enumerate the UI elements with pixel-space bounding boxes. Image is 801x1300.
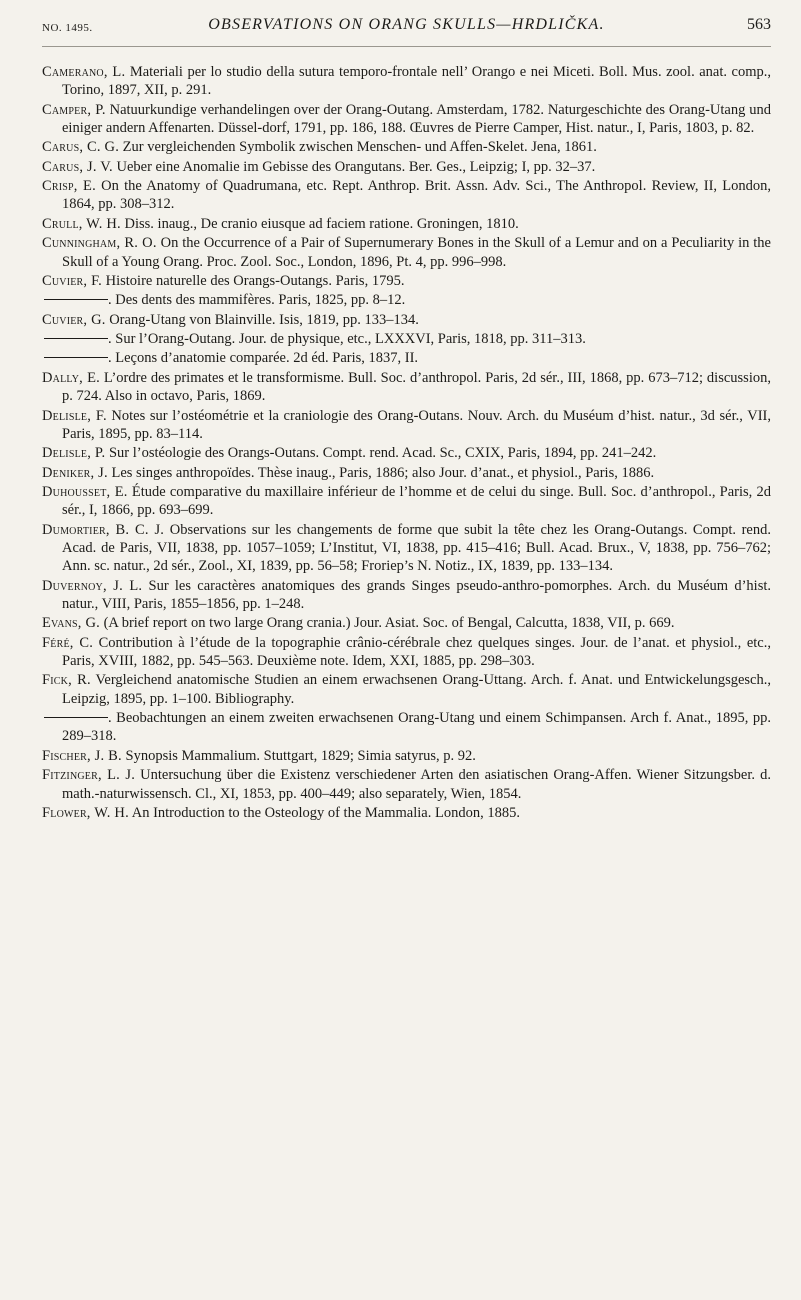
reference-author: Flower, W. H.	[42, 804, 129, 821]
reference-entry	[42, 464, 771, 482]
reference-text: Materiali per lo studio della sutura temporo-frontale nell’ Orango e nei Miceti. Boll. Mus. zool. anat. comp., Torino, 1897, XII, p. 291.	[62, 64, 771, 99]
reference-entry	[42, 63, 771, 100]
ditto-rule	[44, 357, 108, 358]
reference-author: Duvernoy, J. L.	[42, 577, 143, 594]
reference-entry	[42, 483, 771, 520]
reference-author: Cunningham, R. O.	[42, 235, 157, 252]
reference-entry	[42, 291, 771, 309]
reference-author: Carus, J. V.	[42, 158, 113, 175]
reference-author: Cuvier, G.	[42, 311, 106, 328]
reference-entry	[42, 709, 771, 746]
reference-text: On the Occurrence of a Pair of Supernumerary Bones in the Skull of a Lemur and on a Peculiarity in the Skull of a Young Orang. Proc. Zool. Soc., London, 1896, Pt. 4, pp. 996–998.	[62, 235, 771, 270]
reference-text: Les singes anthropoïdes. Thèse inaug., Paris, 1886; also Jour. d’anat., et physiol., Paris, 1886.	[107, 464, 655, 481]
reference-entry	[42, 614, 771, 632]
reference-entry	[42, 272, 771, 290]
reference-author: Fick, R.	[42, 672, 91, 689]
reference-author: Crull, W. H.	[42, 215, 121, 232]
reference-author: Dally, E.	[42, 369, 100, 386]
reference-text: Diss. inaug., De cranio eiusque ad faciem ratione. Groningen, 1810.	[120, 215, 519, 232]
ditto-rule	[44, 338, 108, 339]
reference-author: Féré, C.	[42, 634, 94, 651]
reference-entry	[42, 747, 771, 765]
reference-text: Contribution à l’étude de la topographie crânio-cérébrale chez quelques singes. Jour. de l’anat. et physiol., etc., Paris, XVIII, 1882, pp. 545–563. Deuxième note. Idem, XXI, 1885, pp. 298–303.	[62, 634, 771, 670]
reference-text: Histoire naturelle des Orangs-Outangs. Paris, 1795.	[102, 272, 405, 289]
reference-author: Carus, C. G.	[42, 139, 120, 156]
reference-author: Camper, P.	[42, 101, 106, 118]
reference-text: An Introduction to the Osteology of the Mammalia. London, 1885.	[128, 804, 520, 821]
reference-author: Delisle, F.	[42, 407, 107, 424]
running-header	[42, 0, 771, 47]
reference-text: . Leçons d’anatomie comparée. 2d éd. Paris, 1837, II.	[108, 350, 419, 367]
reference-text: Observations sur les changements de forme que subit la tête chez les Orang-Outangs. Compt. rend. Acad. de Paris, VII, 1838, pp. 1057–1059; L’Institut, VI, 1838, pp. 415–416; Bull. Acad. Brux., V, 1838, pp. 756–762; Ann. sc. natur., 2d sér., Zool., XI, 1839, pp. 56–58; Froriep’s N. Notiz., IX, 1839, pp. 133–134.	[62, 521, 771, 575]
reference-entry	[42, 349, 771, 367]
reference-text: . Sur l’Orang-Outang. Jour. de physique, etc., LXXXVI, Paris, 1818, pp. 311–313.	[108, 331, 586, 348]
reference-text: Synopsis Mammalium. Stuttgart, 1829; Simia satyrus, p. 92.	[121, 747, 476, 764]
reference-author: Cuvier, F.	[42, 272, 103, 289]
reference-author: Fitzinger, L. J.	[42, 767, 136, 784]
reference-text: Zur vergleichenden Symbolik zwischen Menschen- und Affen-Skelet. Jena, 1861.	[119, 139, 597, 156]
bibliography-list	[42, 63, 771, 822]
reference-entry	[42, 138, 771, 156]
reference-entry	[42, 101, 771, 138]
reference-text: Sur les caractères anatomiques des grands Singes pseudo-anthro-pomorphes. Arch. du Muséum d’hist. natur., VIII, Paris, 1855–1856, pp. 1–248.	[62, 577, 771, 612]
reference-author: Dumortier, B. C. J.	[42, 521, 165, 538]
reference-entry	[42, 330, 771, 348]
reference-entry	[42, 577, 771, 614]
reference-text: Natuurkundige verhandelingen over der Orang-Outang. Amsterdam, 1782. Naturgeschichte des Orang-Utang und einiger andern Affenarten. Düssel-dorf, 1791, pp. 186, 188. Œuvres de Pierre Camper, Hist. natur., I, Paris, 1803, p. 82.	[62, 101, 771, 136]
reference-text: Vergleichend anatomische Studien an einem erwachsenen Orang-Uttang. Arch. f. Anat. und Entwickelungsgesch., Leipzig, 1895, pp. 1–100. Bibliography.	[62, 672, 771, 707]
running-title: OBSERVATIONS ON ORANG SKULLS—HRDLIČKA.	[208, 16, 605, 33]
reference-entry	[42, 766, 771, 803]
reference-text: Notes sur l’ostéométrie et la craniologie des Orang-Outans. Nouv. Arch. du Muséum d’hist. natur., 3d sér., VII, Paris, 1895, pp. 83–114.	[62, 407, 771, 442]
reference-entry	[42, 634, 771, 671]
reference-entry	[42, 521, 771, 576]
reference-author: Delisle, P.	[42, 445, 106, 462]
reference-author: Deniker, J.	[42, 464, 108, 481]
reference-entry	[42, 158, 771, 176]
reference-entry	[42, 444, 771, 462]
reference-text: L’ordre des primates et le transformisme. Bull. Soc. d’anthropol. Paris, 2d sér., III, 1868, pp. 673–712; discussion, p. 724. Also in octavo, Paris, 1869.	[62, 369, 771, 405]
page-number: 563	[747, 16, 771, 33]
reference-text: . Beobachtungen an einem zweiten erwachsenen Orang-Utang und einem Schimpansen. Arch f. Anat., 1895, pp. 289–318.	[62, 710, 771, 745]
reference-author: Duhousset, E.	[42, 484, 128, 501]
reference-author: Fischer, J. B.	[42, 747, 122, 764]
reference-entry	[42, 215, 771, 233]
reference-text: Untersuchung über die Existenz verschiedener Arten den asiatischen Orang-Affen. Wiener Sitzungsber. d. math.-naturwissensch. Cl., XI, 1853, pp. 400–449; also separately, Wien, 1854.	[62, 767, 771, 802]
reference-entry	[42, 804, 771, 822]
reference-text: Orang-Utang von Blainville. Isis, 1819, pp. 133–134.	[105, 311, 419, 328]
reference-text: (A brief report on two large Orang crania.) Jour. Asiat. Soc. of Bengal, Calcutta, 1838, VII, p. 669.	[99, 615, 675, 632]
reference-text: Étude comparative du maxillaire inférieur de l’homme et de celui du singe. Bull. Soc. d’anthropol., Paris, 2d sér., I, 1866, pp. 693–699.	[62, 484, 771, 519]
reference-entry	[42, 671, 771, 708]
issue-number: NO. 1495.	[42, 22, 93, 34]
reference-text: . Des dents des mammifères. Paris, 1825, pp. 8–12.	[108, 292, 406, 309]
reference-author: Evans, G.	[42, 615, 100, 632]
reference-text: Ueber eine Anomalie im Gebisse des Orangutans. Ber. Ges., Leipzig; I, pp. 32–37.	[112, 158, 596, 175]
reference-entry	[42, 407, 771, 444]
ditto-rule	[44, 299, 108, 300]
reference-author: Crisp, E.	[42, 178, 96, 195]
reference-entry	[42, 177, 771, 214]
reference-text: On the Anatomy of Quadrumana, etc. Rept. Anthrop. Brit. Assn. Adv. Sci., The Anthropol. Review, II, London, 1864, pp. 308–312.	[62, 178, 772, 213]
ditto-rule	[44, 717, 108, 718]
reference-entry	[42, 311, 771, 329]
reference-author: Camerano, L.	[42, 64, 126, 80]
reference-text: Sur l’ostéologie des Orangs-Outans. Compt. rend. Acad. Sc., CXIX, Paris, 1894, pp. 241–242.	[105, 445, 657, 462]
reference-entry	[42, 369, 771, 406]
reference-entry	[42, 234, 771, 271]
